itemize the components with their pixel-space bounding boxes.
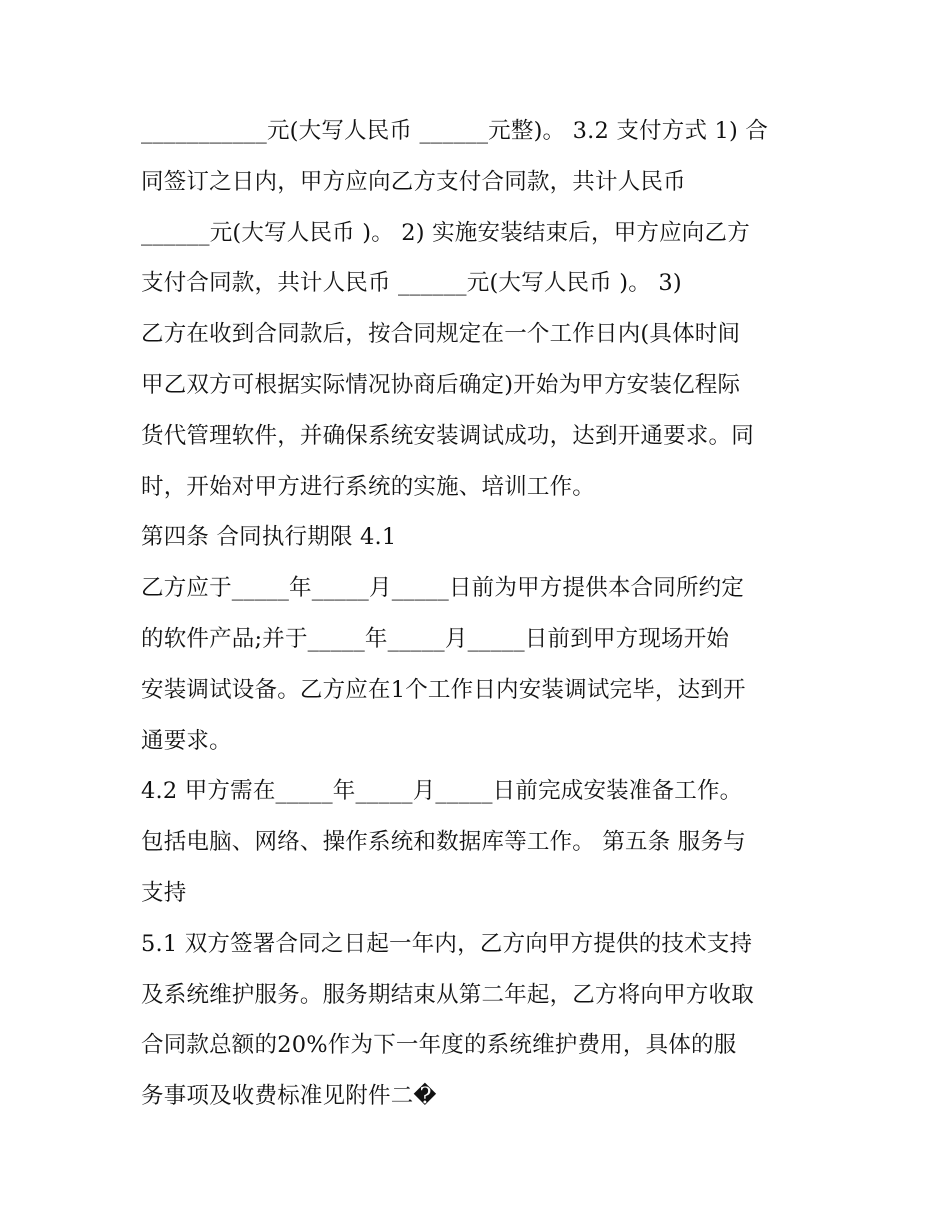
text-line: 通要求。 [141,727,232,754]
text-line: 的软件产品;并于_____年_____月_____日前到甲方现场开始 [141,625,730,652]
text-line: ______元(大写人民币 )。 2) 实施安装结束后，甲方应向乙方 [141,219,750,246]
text-line: ___________元(大写人民币 ______元整)。 3.2 支付方式 1) 合 [141,118,769,144]
text-line: 合同款总额的20%作为下一年度的系统维护费用，具体的服 [141,1032,737,1059]
text-line: 4.2 甲方需在_____年_____月_____日前完成安装准备工作。 [141,778,743,805]
text-line: 甲乙双方可根据实际情况协商后确定)开始为甲方安装亿程际 [141,371,741,398]
text-line: 包括电脑、网络、操作系统和数据库等工作。 第五条 服务与 [141,829,746,856]
text-line: 及系统维护服务。服务期结束从第二年起，乙方将向甲方收取 [141,981,754,1008]
text-line: 支付合同款，共计人民币 ______元(大写人民币 )。 3) [141,270,682,297]
text-line: 同签订之日内，甲方应向乙方支付合同款，共计人民币 [141,168,686,195]
text-line: 5.1 双方签署合同之日起一年内，乙方向甲方提供的技术支持 [141,930,753,957]
text-line: 支持 [141,879,187,906]
section-heading-line: 第四条 合同执行期限 4.1 [141,524,397,551]
text-line: 乙方在收到合同款后，按合同规定在一个工作日内(具体时间 [141,321,741,348]
text-line: 务事项及收费标准见附件二� [141,1083,437,1110]
text-line: 安装调试设备。乙方应在1个工作日内安装调试完毕，达到开 [141,676,746,703]
text-line: 时，开始对甲方进行系统的实施、培训工作。 [141,473,596,500]
text-line: 乙方应于_____年_____月_____日前为甲方提供本合同所约定 [141,575,745,602]
text-line: 货代管理软件，并确保系统安装调试成功，达到开通要求。同 [141,422,754,449]
document-page [141,106,821,1122]
